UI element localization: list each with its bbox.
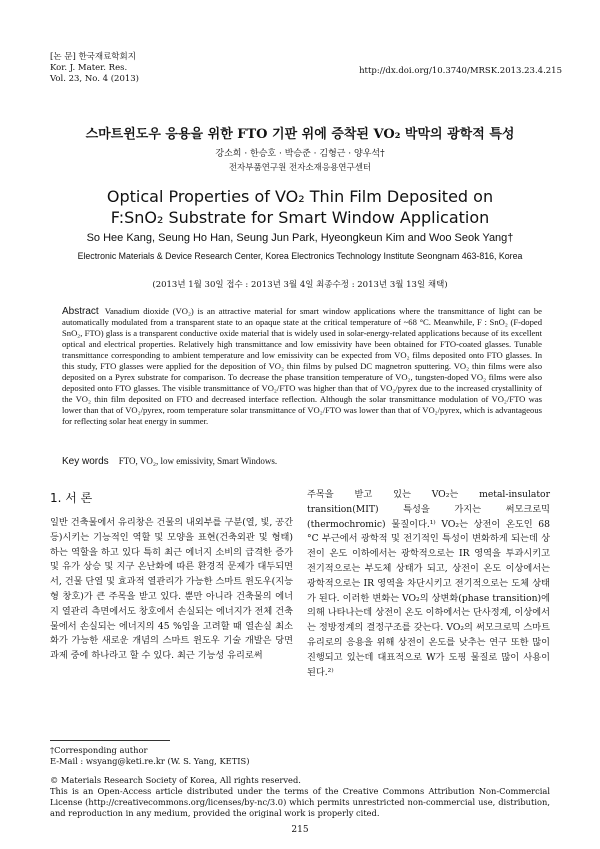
section-heading: 1. 서 론	[50, 491, 93, 505]
abstract-label: Abstract	[62, 306, 99, 317]
title-english-line2: F:SnO₂ Substrate for Smart Window Application	[110, 208, 490, 227]
doi-link[interactable]: http://dx.doi.org/10.3740/MRSK.2013.23.4.215	[359, 66, 562, 76]
title-english-line1: Optical Properties of VO₂ Thin Film Deposited on	[106, 187, 494, 206]
affiliation-english: Electronic Materials & Device Research Center, Korea Electronics Technology Institute Seongnam 463-816, Korea	[77, 251, 523, 261]
corresponding-author: †Corresponding author	[50, 745, 148, 755]
author-email: E-Mail : wsyang@keti.re.kr (W. S. Yang, KETIS)	[50, 756, 250, 766]
journal-name-ko: [논 문] 한국재료학회지	[50, 52, 136, 62]
submission-dates: (2013년 1월 30일 접수 : 2013년 3월 4일 최종수정 : 2013년 3월 13일 채택)	[152, 280, 448, 290]
title-korean: 스마트윈도우 응용을 위한 FTO 기판 위에 증착된 VO₂ 박막의 광학적 특성	[85, 127, 515, 142]
page-number: 215	[291, 825, 309, 835]
copyright-line: © Materials Research Society of Korea, All rights reserved.	[50, 775, 301, 785]
keywords-text: FTO, VO₂, low emissivity, Smart Windows.	[118, 456, 278, 466]
title-english	[0, 186, 600, 228]
abstract-text: Vanadium dioxide (VO₂) is an attractive material for smart window applications where the transmittance of light can be automatically modulated from a transparent state to an opaque state at the critical temperature of ~68 °C. Meanwhile, F : SnO₂ (F-doped SnO₂, FTO) glass is a transparent conductive oxide material that is widely used in solar-energy-related applications because of its excellent optical and electrical properties. Relatively high transmittance and low emissivity have been obtained for FTO-coated glasses. Tunable transmittance corresponding to ambient temperature and low emissivity can be expected from VO₂ films deposited onto FTO glasses. In this study, FTO glasses were applied for the deposition of VO₂ thin films by pulsed DC magnetron sputtering. VO₂ thin films were also deposited on a Pyrex substrate for comparison. To decrease the phase transition temperature of VO₂, tungsten-doped VO₂ films were also deposited onto FTO glasses. The visible transmittance of VO₂/FTO was higher than that of VO₂/pyrex due to the increased crystallinity of the VO₂ thin film deposited on FTO and decreased interface reflection. Although the solar transmittance modulation of VO₂/FTO was lower than that of VO₂/pyrex, room temperature solar transmittance of VO₂/FTO was lower than that of VO₂/pyrex, which is advantageous for reflecting solar heat energy in summer.	[62, 306, 542, 426]
license-text: This is an Open-Access article distributed under the terms of the Creative Commons Attribution Non-Commercial License (http://creativecommons.org/licenses/by-nc/3.0) which permits unrestricted non-commercial use, distribution, and reproduction in any medium, provided the original work is properly cited.	[50, 786, 550, 818]
intro-right-paragraph: 주목을 받고 있는 VO₂는 metal-insulator transition(MIT) 특성을 가지는 써모크로믹(thermochromic) 물질이다.¹⁾ VO₂는 상전이 온도인 68 °C 부근에서 광학적 및 전기적인 특성이 변화하게 되는데 상전이 온도 이하에서는 광학적으로는 IR 영역을 투과시키고 전기적으로는 부도체 상태가 되고, 상전이 온도 이상에서는 광학적으로는 IR 영역을 차단시키고 전기적으로는 도체 상태가 된다. 이러한 변화는 VO₂의 상변화(phase transition)에 의해 나타나는데 상전이 온도 이하에서는 단사정계, 이상에서는 정방정계의 결정구조를 갖는다. VO₂의 써모크로믹 스마트 유리로의 응용을 위해 상전이 온도를 낮추는 연구 또한 많이 진행되고 있는데 대표적으로 W가 도핑 물질로 많이 사용이 된다.²⁾	[307, 489, 550, 678]
affiliation-korean: 전자부품연구원 전자소재응용연구센터	[228, 163, 372, 173]
keywords-label: Key words	[62, 456, 109, 467]
keywords	[62, 456, 542, 467]
intro-left-paragraph: 일반 건축물에서 유리창은 건물의 내외부를 구분(열, 빛, 공간 등)시키는 기능적인 역할 및 모양을 표현(건축외관 및 형태)하는 역할을 하고 있다 특히 최근 에너지 소비의 급격한 증가 및 유가 상승 및 지구 온난화에 따른 환경적 문제가 대두되면서, 건물 단열 및 효과적 열관리가 가능한 스마트 윈도우(지능형 창호)가 큰 주목을 받고 있다. 뿐만 아니라 건축물의 에너지 열관리 측면에서도 창호에서 손실되는 에너지가 전체 건축물에서 손실되는 에너지의 45 %임을 고려할 때 열손실 최소화가 가능한 새로운 개념의 스마트 윈도우 기술 개발은 당면과제 중에 하나라고 할 수 있다. 최근 기능성 유리로써	[50, 517, 293, 662]
journal-name-en: Kor. J. Mater. Res.	[50, 63, 128, 73]
intro-left-column	[50, 516, 293, 664]
intro-right-column	[307, 488, 550, 680]
journal-header	[50, 52, 139, 85]
journal-volume: Vol. 23, No. 4 (2013)	[50, 74, 140, 84]
footnote-divider	[50, 740, 170, 741]
authors-english: So Hee Kang, Seung Ho Han, Seung Jun Park, Hyeongkeun Kim and Woo Seok Yang†	[86, 232, 514, 244]
authors-korean: 강소희 · 한승호 · 박승준 · 김형근 · 양우석†	[215, 149, 385, 159]
abstract	[62, 306, 542, 427]
footnote	[50, 745, 249, 767]
license-notice	[50, 775, 550, 819]
